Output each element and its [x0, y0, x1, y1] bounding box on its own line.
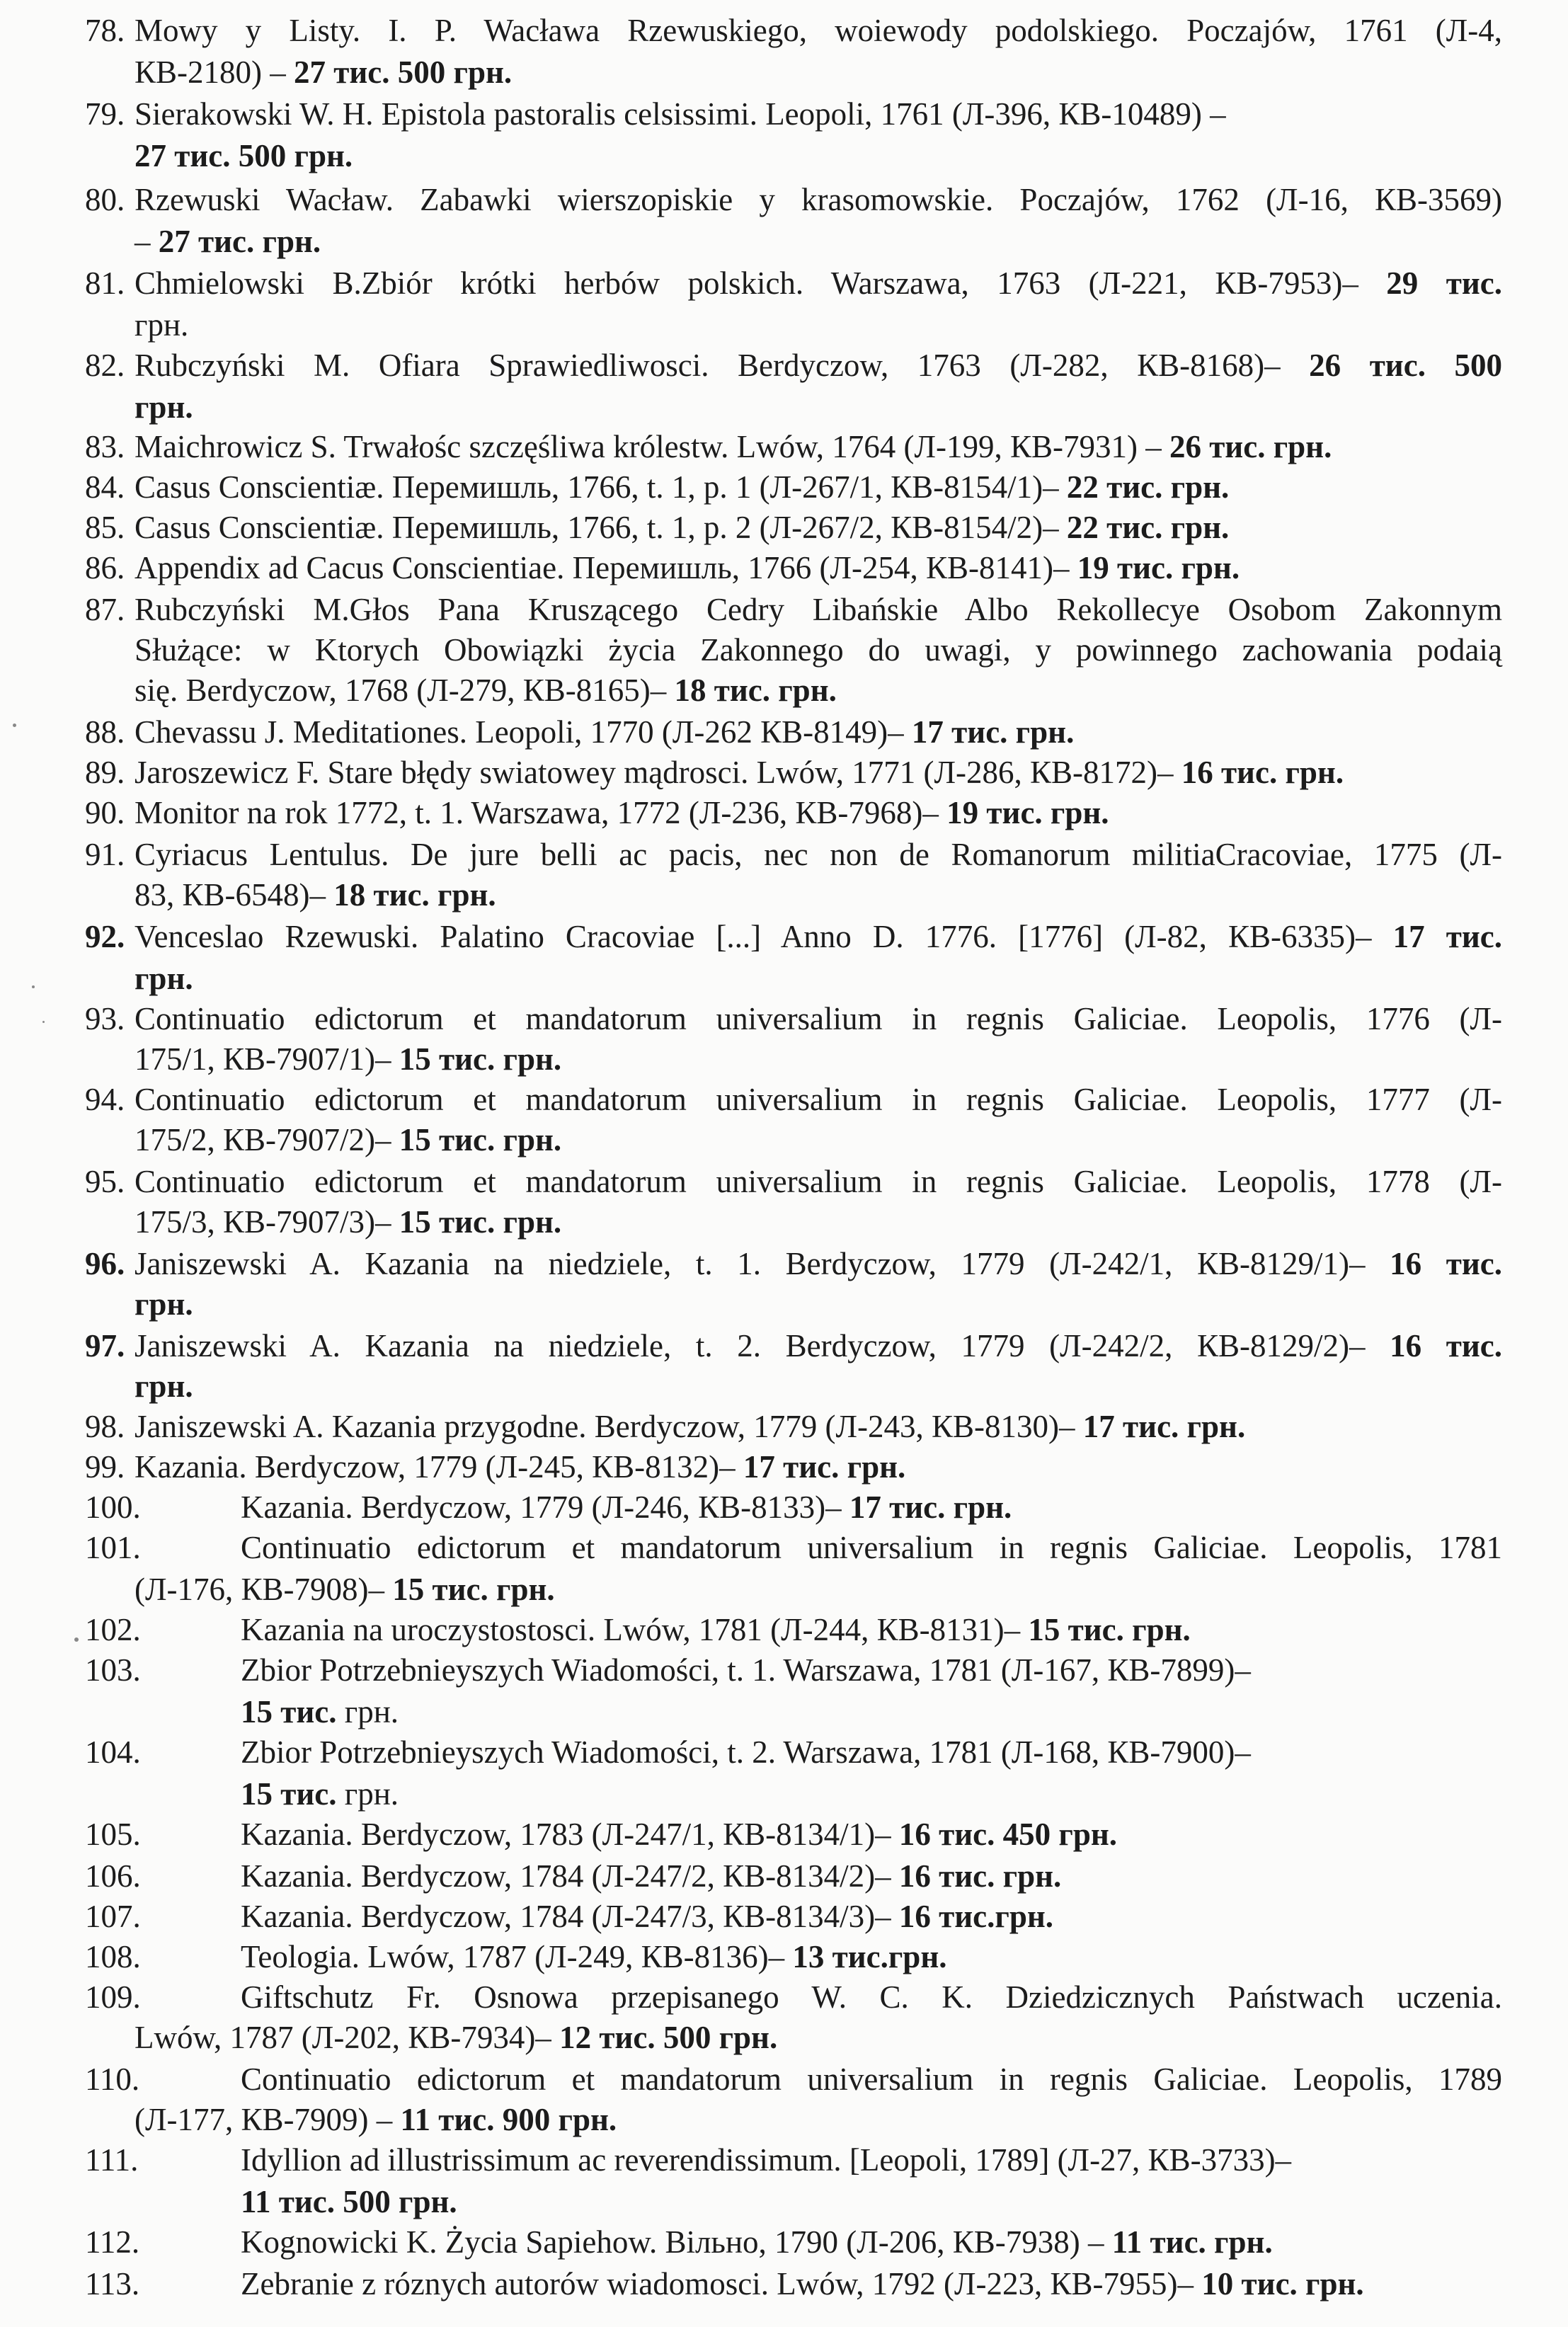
- entry-number: 93.: [85, 1001, 125, 1036]
- price: 26 тис. грн.: [1169, 429, 1332, 464]
- bibliographic-text: (Л-177, КВ-7909) –: [135, 2102, 401, 2137]
- bibliographic-text: Idyllion ad illustrissimum ac reverendissimum. [Leopoli, 1789] (Л-27, КВ-3733)–: [241, 2142, 1292, 2178]
- entry-line: [0, 10, 1568, 51]
- entry-text: [241, 1977, 1502, 2018]
- entry-text: [135, 2017, 777, 2058]
- entry-line: [0, 998, 1568, 1039]
- bibliographic-text: Continuatio edictorum et mandatorum universalium in regnis Galiciae. Leopolis, 1789: [241, 2062, 1502, 2097]
- entry-line: [0, 426, 1568, 467]
- price: 19 тис. грн.: [1077, 550, 1240, 585]
- entry-line: [0, 1814, 1568, 1855]
- price: 17 тис.: [1392, 919, 1502, 954]
- bibliographic-text: Sierakowski W. H. Epistola pastoralis celsissimi. Leopoli, 1761 (Л-396, КВ-10489) –: [135, 96, 1226, 132]
- bibliographic-text: Continuatio edictorum et mandatorum universalium in regnis Galiciae. Leopolis, 1778 (Л-: [135, 1164, 1502, 1199]
- price: 16 тис. грн.: [898, 1858, 1062, 1894]
- price: 16 тис.: [1390, 1328, 1502, 1363]
- entry-line: [0, 1325, 1568, 1366]
- bibliographic-text: Continuatio edictorum et mandatorum universalium in regnis Galiciae. Leopolis, 1776 (Л-: [135, 1001, 1502, 1036]
- bibliographic-text: Appendix ad Cacus Conscientiae. Перемишль, 1766 (Л-254, КВ-8141)–: [135, 550, 1077, 585]
- bibliographic-text: Giftschutz Fr. Osnowa przepisanego W. C. K. Dziedzicznych Państwach uczenia.: [241, 1979, 1502, 2015]
- entry-text: [135, 10, 1502, 51]
- entry-text: [135, 998, 1502, 1039]
- entry-line: [0, 2263, 1568, 2304]
- entry-line: [0, 345, 1568, 386]
- entry-continuation-line: [0, 1366, 1568, 1407]
- entry-text: [135, 467, 1229, 508]
- entry-number: 91.: [85, 837, 125, 872]
- entry-text: [135, 874, 496, 915]
- entry-number: 100.: [85, 1490, 141, 1525]
- bibliographic-text: Zebranie z róznych autorów wiadomosci. Lwów, 1792 (Л-223, КВ-7955)–: [241, 2266, 1202, 2302]
- entry-number: 89.: [85, 755, 125, 790]
- entry-continuation-line: [0, 1119, 1568, 1160]
- bibliographic-text: Kazania. Berdyczow, 1784 (Л-247/2, КВ-8134/2)–: [241, 1858, 899, 1894]
- entry-number: 106.: [85, 1858, 141, 1894]
- entry-line: [0, 1243, 1568, 1284]
- entry-number: 82.: [85, 348, 125, 383]
- entry-text: [135, 345, 1502, 386]
- bibliographic-text: Kognowicki K. Życia Sapiehow. Вільно, 1790 (Л-206, КВ-7938) –: [241, 2224, 1112, 2260]
- entry-text: [241, 2263, 1364, 2304]
- price: 27 тис. 500 грн.: [135, 138, 353, 173]
- entry-text: [241, 1814, 1117, 1855]
- bibliographic-text: Kazania. Berdyczow, 1784 (Л-247/3, КВ-8134/3)–: [241, 1899, 899, 1934]
- entry-line: [0, 1732, 1568, 1773]
- price: 16 тис.грн.: [898, 1899, 1054, 1934]
- price: 19 тис. грн.: [946, 795, 1109, 830]
- entry-line: [0, 93, 1568, 135]
- bibliographic-text: Zbior Potrzebnieyszych Wiadomości, t. 1. Warszawa, 1781 (Л-167, КВ-7899)–: [241, 1652, 1251, 1688]
- entry-number: 83.: [85, 429, 125, 464]
- bibliographic-text: КВ-2180) –: [135, 55, 294, 90]
- entry-line: [0, 1446, 1568, 1487]
- entry-number: 90.: [85, 795, 125, 830]
- bibliographic-text: Casus Conscientiæ. Перемишль, 1766, t. 1, p. 2 (Л-267/2, КВ-8154/2)–: [135, 510, 1067, 545]
- entry-number: 97.: [85, 1328, 125, 1363]
- entry-text: [135, 1201, 561, 1242]
- entry-text: [135, 1283, 193, 1325]
- entry-continuation-line: [0, 135, 1568, 176]
- price: 15 тис.: [241, 1694, 337, 1729]
- price: 15 тис. грн.: [392, 1572, 555, 1607]
- entry-line: [0, 547, 1568, 588]
- entry-text: [135, 507, 1229, 548]
- entry-number: 96.: [85, 1246, 125, 1281]
- entry-text: [241, 2139, 1291, 2180]
- entry-text: [241, 1487, 1012, 1528]
- bibliographic-text: 83, КВ-6548)–: [135, 877, 334, 913]
- price: 15 тис. грн.: [399, 1122, 562, 1157]
- entry-text: [135, 1079, 1502, 1120]
- bibliographic-text: Zbior Potrzebnieyszych Wiadomości, t. 2. Warszawa, 1781 (Л-168, КВ-7900)–: [241, 1734, 1251, 1770]
- entry-line: [0, 467, 1568, 508]
- bibliographic-text: Rubczyński M.Głos Pana Kruszącego Cedry Libańskie Albo Rekollecye Osobom Zakonnym: [135, 592, 1502, 627]
- entry-line: [0, 2139, 1568, 2180]
- entry-text: [135, 1406, 1245, 1447]
- bibliographic-text: Rzewuski Wacław. Zabawki wierszopiskie y krasomowskie. Poczajów, 1762 (Л-16, КВ-3569): [135, 182, 1502, 217]
- entry-text: [135, 589, 1502, 630]
- entry-number: 78.: [85, 13, 125, 48]
- price: 26 тис. 500: [1309, 348, 1502, 383]
- entry-text: [135, 916, 1502, 957]
- price: грн.: [135, 961, 193, 996]
- entry-line: [0, 834, 1568, 875]
- price: 15 тис.: [241, 1776, 337, 1812]
- bibliographic-text: Kazania. Berdyczow, 1783 (Л-247/1, КВ-8134/1)–: [241, 1817, 899, 1852]
- price: 13 тис.грн.: [792, 1939, 947, 1974]
- entry-number: 105.: [85, 1817, 141, 1852]
- entry-line: [0, 263, 1568, 304]
- entry-text: [135, 221, 321, 262]
- price: 11 тис. грн.: [1111, 2224, 1273, 2260]
- entry-line: [0, 179, 1568, 220]
- bibliographic-text: Continuatio edictorum et mandatorum universalium in regnis Galiciae. Leopolis, 1781: [241, 1530, 1502, 1565]
- bibliographic-text: Mowy y Listy. I. P. Wacława Rzewuskiego, woiewody podolskiego. Poczajów, 1761 (Л-4,: [135, 13, 1502, 48]
- entry-line: [0, 916, 1568, 957]
- entry-continuation-line: [0, 1201, 1568, 1242]
- price: 17 тис. грн.: [743, 1449, 906, 1485]
- entry-line: [0, 1079, 1568, 1120]
- bibliographic-text: Kazania. Berdyczow, 1779 (Л-246, КВ-8133)–: [241, 1490, 849, 1525]
- entry-number: 113.: [85, 2266, 140, 2302]
- entry-continuation-line: [0, 629, 1568, 670]
- entry-number: 107.: [85, 1899, 141, 1934]
- entry-text: [241, 1936, 947, 1977]
- entry-text: [135, 1119, 561, 1160]
- entry-number: 92.: [85, 919, 125, 954]
- bibliographic-text: Janiszewski A. Kazania na niedziele, t. 2. Berdyczow, 1779 (Л-242/2, КВ-8129/2)–: [135, 1328, 1390, 1363]
- price: 11 тис. 900 грн.: [400, 2102, 617, 2137]
- bibliographic-text: Jaroszewicz F. Stare błędy swiatowey mądrosci. Lwów, 1771 (Л-286, КВ-8172)–: [135, 755, 1181, 790]
- price: 16 тис.: [1390, 1246, 1502, 1281]
- bibliographic-text: Venceslao Rzewuski. Palatino Cracoviae [...] Anno D. 1776. [1776] (Л-82, КВ-6335)–: [135, 919, 1393, 954]
- entry-continuation-line: [0, 1039, 1568, 1080]
- bibliographic-text: Służące: w Ktorych Obowiązki życia Zakonnego do uwagi, y powinnego zachowania podaią: [135, 632, 1502, 668]
- entry-number: 84.: [85, 469, 125, 505]
- price: 16 тис. грн.: [1181, 755, 1344, 790]
- price: 17 тис. грн.: [911, 714, 1075, 750]
- bibliographic-text: Chevassu J. Meditationes. Leopoli, 1770 (Л-262 КВ-8149)–: [135, 714, 912, 750]
- bibliographic-text: Janiszewski A. Kazania przygodne. Berdyczow, 1779 (Л-243, КВ-8130)–: [135, 1409, 1083, 1444]
- entry-continuation-line: [0, 304, 1568, 345]
- entry-text: [241, 1856, 1061, 1897]
- entry-continuation-line: [0, 874, 1568, 915]
- price: 12 тис. 500 грн.: [559, 2020, 778, 2055]
- price: 15 тис. грн.: [1028, 1612, 1191, 1647]
- entry-number: 111.: [85, 2142, 139, 2178]
- entry-continuation-line: [0, 2099, 1568, 2140]
- entry-text: [135, 1325, 1502, 1366]
- bibliographic-text: 175/2, КВ-7907/2)–: [135, 1122, 399, 1157]
- entry-line: [0, 1609, 1568, 1650]
- entry-continuation-line: [0, 1691, 1568, 1732]
- entry-text: [135, 304, 188, 345]
- entry-text: [135, 93, 1226, 135]
- entry-continuation-line: [0, 2017, 1568, 2058]
- price: 27 тис. 500 грн.: [294, 55, 513, 90]
- entry-text: [135, 135, 353, 176]
- entry-line: [0, 1406, 1568, 1447]
- price: 10 тис. грн.: [1201, 2266, 1364, 2302]
- entry-number: 94.: [85, 1082, 125, 1117]
- price: грн.: [135, 389, 193, 425]
- price: 11 тис. 500 грн.: [241, 2184, 457, 2219]
- entry-number: 102.: [85, 1612, 141, 1647]
- entry-text: [241, 1609, 1191, 1650]
- entry-text: [135, 1039, 561, 1080]
- entry-text: [241, 1773, 399, 1814]
- entry-text: [135, 1569, 555, 1610]
- price: грн.: [135, 1286, 193, 1322]
- entry-text: [135, 792, 1109, 833]
- entry-number: 85.: [85, 510, 125, 545]
- entry-text: [135, 1243, 1502, 1284]
- entry-text: [135, 2099, 617, 2140]
- bibliographic-text: Monitor na rok 1772, t. 1. Warszawa, 1772 (Л-236, КВ-7968)–: [135, 795, 947, 830]
- price: 18 тис. грн.: [674, 673, 837, 708]
- entry-number: 99.: [85, 1449, 125, 1485]
- entry-text: [241, 1691, 399, 1732]
- entry-text: [135, 958, 193, 999]
- bibliographic-text: Teologia. Lwów, 1787 (Л-249, КВ-8136)–: [241, 1939, 793, 1974]
- bibliographic-text: Chmielowski B.Zbiór krótki herbów polskich. Warszawa, 1763 (Л-221, КВ-7953)–: [135, 265, 1387, 301]
- entry-line: [0, 752, 1568, 793]
- bibliographic-text: грн.: [135, 307, 189, 343]
- bibliographic-text: Continuatio edictorum et mandatorum universalium in regnis Galiciae. Leopolis, 1777 (Л-: [135, 1082, 1502, 1117]
- bibliographic-text: 175/1, КВ-7907/1)–: [135, 1041, 399, 1077]
- bibliographic-text: 175/3, КВ-7907/3)–: [135, 1204, 399, 1240]
- entry-line: [0, 1856, 1568, 1897]
- bibliographic-text: Rubczyński M. Ofiara Sprawiedliwosci. Berdyczow, 1763 (Л-282, КВ-8168)–: [135, 348, 1310, 383]
- entry-text: [135, 670, 837, 711]
- bibliographic-text: się. Berdyczow, 1768 (Л-279, КВ-8165)–: [135, 673, 675, 708]
- bibliographic-text: (Л-176, КВ-7908)–: [135, 1572, 393, 1607]
- entry-number: 108.: [85, 1939, 141, 1974]
- price: 22 тис. грн.: [1066, 510, 1230, 545]
- entry-number: 110.: [85, 2062, 140, 2097]
- entry-continuation-line: [0, 1283, 1568, 1325]
- entry-number: 95.: [85, 1164, 125, 1199]
- entry-text: [135, 834, 1502, 875]
- entry-line: [0, 2222, 1568, 2263]
- entry-number: 79.: [85, 96, 125, 132]
- entry-number: 86.: [85, 550, 125, 585]
- entry-continuation-line: [0, 1569, 1568, 1610]
- entry-text: [135, 387, 193, 428]
- entry-continuation-line: [0, 221, 1568, 262]
- bibliographic-text: Kazania na uroczystostosci. Lwów, 1781 (Л-244, КВ-8131)–: [241, 1612, 1029, 1647]
- price: 15 тис. грн.: [399, 1204, 562, 1240]
- price: 15 тис. грн.: [399, 1041, 562, 1077]
- price: 18 тис. грн.: [333, 877, 496, 913]
- scan-speck: [32, 985, 35, 988]
- bibliographic-text: Cyriacus Lentulus. De jure belli ac pacis, nec non de Romanorum militiaCracoviae, 1775 (Л-: [135, 837, 1502, 872]
- entry-text: [135, 1161, 1502, 1202]
- entry-text: [135, 263, 1502, 304]
- bibliographic-text: Kazania. Berdyczow, 1779 (Л-245, КВ-8132)–: [135, 1449, 743, 1485]
- entry-number: 98.: [85, 1409, 125, 1444]
- entry-text: [135, 1446, 905, 1487]
- price-unit: грн.: [336, 1776, 399, 1812]
- scan-speck: [74, 1637, 79, 1642]
- price: 16 тис. 450 грн.: [898, 1817, 1118, 1852]
- entry-line: [0, 792, 1568, 833]
- price: 17 тис. грн.: [1082, 1409, 1246, 1444]
- entry-number: 112.: [85, 2224, 140, 2260]
- entry-text: [135, 1366, 193, 1407]
- entry-text: [241, 2059, 1502, 2100]
- price: 29 тис.: [1386, 265, 1502, 301]
- entry-number: 88.: [85, 714, 125, 750]
- price: грн.: [135, 1368, 193, 1404]
- bibliographic-text: –: [135, 224, 159, 259]
- entry-line: [0, 589, 1568, 630]
- entry-continuation-line: [0, 670, 1568, 711]
- entry-line: [0, 2059, 1568, 2100]
- entry-line: [0, 507, 1568, 548]
- entry-number: 87.: [85, 592, 125, 627]
- entry-continuation-line: [0, 52, 1568, 93]
- entry-continuation-line: [0, 387, 1568, 428]
- entry-text: [241, 1650, 1251, 1691]
- price: 27 тис. грн.: [158, 224, 321, 259]
- price: 17 тис. грн.: [849, 1490, 1012, 1525]
- entry-text: [135, 52, 512, 93]
- bibliographic-text: Janiszewski A. Kazania na niedziele, t. 1. Berdyczow, 1779 (Л-242/1, КВ-8129/1)–: [135, 1246, 1390, 1281]
- entry-text: [135, 547, 1240, 588]
- entry-text: [135, 179, 1502, 220]
- bibliographic-text: Lwów, 1787 (Л-202, КВ-7934)–: [135, 2020, 560, 2055]
- scan-speck: [13, 724, 16, 727]
- entry-line: [0, 1487, 1568, 1528]
- entry-number: 109.: [85, 1979, 141, 2015]
- entry-number: 101.: [85, 1530, 141, 1565]
- entry-line: [0, 1161, 1568, 1202]
- entry-text: [135, 426, 1332, 467]
- entry-number: 81.: [85, 265, 125, 301]
- entry-continuation-line: [0, 2181, 1568, 2222]
- bibliographic-text: Maichrowicz S. Trwałośc szczęśliwa królestw. Lwów, 1764 (Л-199, КВ-7931) –: [135, 429, 1169, 464]
- price: 22 тис. грн.: [1066, 469, 1230, 505]
- bibliographic-text: Casus Conscientiæ. Перемишль, 1766, t. 1, p. 1 (Л-267/1, КВ-8154/1)–: [135, 469, 1067, 505]
- entry-line: [0, 1936, 1568, 1977]
- entry-text: [241, 1896, 1053, 1937]
- entry-line: [0, 1977, 1568, 2018]
- scan-speck: [42, 1021, 45, 1023]
- entry-line: [0, 1896, 1568, 1937]
- entry-number: 104.: [85, 1734, 141, 1770]
- entry-continuation-line: [0, 958, 1568, 999]
- price-unit: грн.: [336, 1694, 399, 1729]
- entry-text: [135, 752, 1344, 793]
- entry-text: [241, 2222, 1273, 2263]
- entry-line: [0, 711, 1568, 753]
- entry-text: [135, 629, 1502, 670]
- entry-number: 80.: [85, 182, 125, 217]
- entry-line: [0, 1650, 1568, 1691]
- entry-line: [0, 1527, 1568, 1568]
- entry-text: [241, 1527, 1502, 1568]
- entry-text: [241, 1732, 1251, 1773]
- entry-continuation-line: [0, 1773, 1568, 1814]
- entry-number: 103.: [85, 1652, 141, 1688]
- entry-text: [135, 711, 1074, 753]
- entry-text: [241, 2181, 457, 2222]
